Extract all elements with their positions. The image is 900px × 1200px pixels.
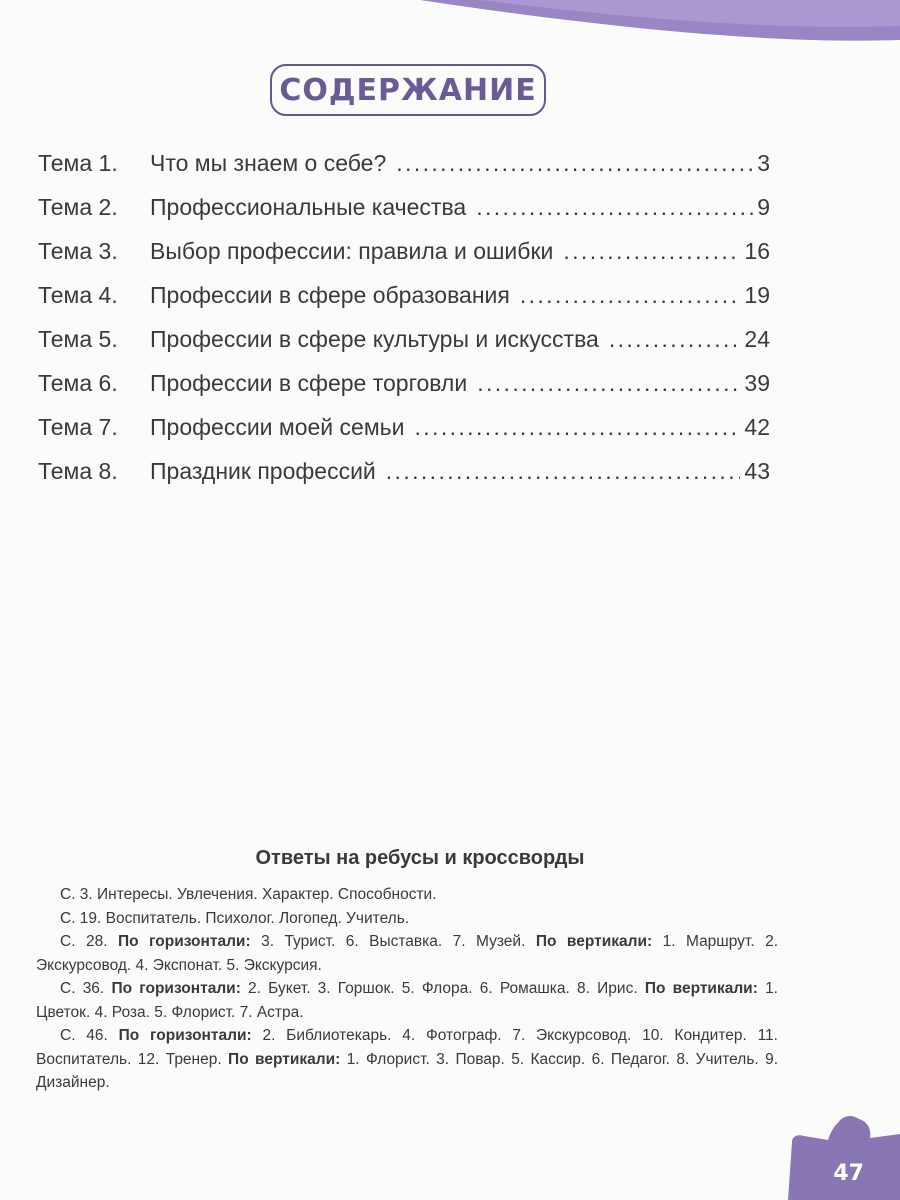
answer-direction-label: По горизонтали: bbox=[111, 980, 241, 997]
toc-page-number: 19 bbox=[744, 282, 770, 308]
toc-topic-number: Тема 7. bbox=[38, 414, 118, 440]
toc-topic-title: Профессии в сфере торговли bbox=[150, 370, 468, 396]
answers-heading: Ответы на ребусы и кроссворды bbox=[255, 847, 585, 869]
toc-dot-leader bbox=[520, 282, 741, 309]
toc-page-number: 3 bbox=[757, 150, 770, 176]
answer-text: 1. Флорист. 3. Повар. 5. Кассир. 6. Педагог. 8. Учитель. 9. Дизайнер. bbox=[36, 1050, 778, 1091]
answer-direction-label: По горизонтали: bbox=[117, 933, 251, 950]
toc-page-number: 16 bbox=[744, 238, 770, 264]
answer-page-ref: С. 28. bbox=[60, 933, 118, 950]
toc-topic-title: Профессии моей семьи bbox=[150, 414, 405, 440]
toc-topic-title: Что мы знаем о себе? bbox=[150, 150, 387, 176]
answer-paragraph bbox=[36, 977, 778, 1024]
answers-section bbox=[36, 883, 778, 1095]
toc-entry[interactable] bbox=[38, 414, 770, 458]
toc-topic-number: Тема 4. bbox=[38, 282, 118, 308]
toc-dot-leader bbox=[476, 194, 753, 221]
toc-entry[interactable] bbox=[38, 326, 770, 370]
toc-entry[interactable] bbox=[38, 458, 770, 502]
answer-text: 1. Маршрут. 2. Экскурсовод. 4. Экспонат. 5. Экскурсия. bbox=[36, 933, 778, 974]
toc-dot-leader bbox=[396, 150, 753, 177]
answer-paragraph: С. 3. Интересы. Увлечения. Характер. Способности. bbox=[60, 886, 437, 903]
toc-entry[interactable] bbox=[38, 238, 770, 282]
toc-dot-leader bbox=[563, 238, 740, 265]
page-number: 47 bbox=[833, 1161, 864, 1186]
toc-topic-title: Выбор профессии: правила и ошибки bbox=[150, 238, 554, 264]
answer-text: 3. Турист. 6. Выставка. 7. Музей. bbox=[250, 933, 536, 950]
toc-page-number: 9 bbox=[757, 194, 770, 220]
toc-topic-number: Тема 2. bbox=[38, 194, 118, 220]
answer-paragraph: С. 19. Воспитатель. Психолог. Логопед. Учитель. bbox=[60, 909, 410, 927]
answer-direction-label: По вертикали: bbox=[228, 1050, 341, 1068]
toc-topic-title: Праздник профессий bbox=[150, 458, 376, 484]
toc-dot-leader bbox=[414, 414, 740, 441]
toc-entry[interactable] bbox=[38, 370, 770, 414]
toc-dot-leader bbox=[477, 370, 740, 397]
answer-page-ref: С. 46. bbox=[60, 1027, 119, 1044]
toc-topic-number: Тема 3. bbox=[38, 238, 118, 264]
answer-page-ref: С. 36. bbox=[60, 980, 112, 997]
answer-paragraph bbox=[36, 930, 778, 977]
answer-text: 2. Букет. 3. Горшок. 5. Флора. 6. Ромашка. 8. Ирис. bbox=[240, 980, 645, 997]
toc-topic-number: Тема 5. bbox=[38, 326, 118, 352]
answer-direction-label: По вертикали: bbox=[535, 933, 653, 950]
toc-topic-number: Тема 1. bbox=[38, 150, 118, 176]
page-title: СОДЕРЖАНИЕ bbox=[279, 72, 537, 108]
table-of-contents bbox=[38, 150, 770, 502]
toc-entry[interactable] bbox=[38, 194, 770, 238]
answer-direction-label: По вертикали: bbox=[644, 980, 758, 997]
toc-dot-leader bbox=[386, 458, 741, 485]
toc-topic-title: Профессии в сфере образования bbox=[150, 282, 510, 308]
answer-text: 1. Цветок. 4. Роза. 5. Флорист. 7. Астра. bbox=[36, 980, 778, 1021]
top-decoration bbox=[0, 0, 900, 60]
toc-page-number: 42 bbox=[744, 414, 770, 440]
contents-title-box bbox=[270, 64, 546, 116]
toc-entry[interactable] bbox=[38, 282, 770, 326]
toc-topic-title: Профессии в сфере культуры и искусства bbox=[150, 326, 599, 352]
toc-page-number: 39 bbox=[744, 370, 770, 396]
toc-dot-leader bbox=[609, 326, 741, 353]
answer-direction-label: По горизонтали: bbox=[118, 1027, 252, 1044]
toc-entry[interactable] bbox=[38, 150, 770, 194]
answer-text: 2. Библиотекарь. 4. Фотограф. 7. Экскурсовод. 10. Кондитер. 11. Воспитатель. 12. Тренер. bbox=[36, 1027, 778, 1068]
answer-paragraph bbox=[36, 1024, 778, 1095]
toc-page-number: 43 bbox=[744, 458, 770, 484]
toc-page-number: 24 bbox=[744, 326, 770, 352]
toc-topic-number: Тема 8. bbox=[38, 458, 118, 484]
toc-topic-number: Тема 6. bbox=[38, 370, 118, 396]
toc-topic-title: Профессиональные качества bbox=[150, 194, 467, 220]
